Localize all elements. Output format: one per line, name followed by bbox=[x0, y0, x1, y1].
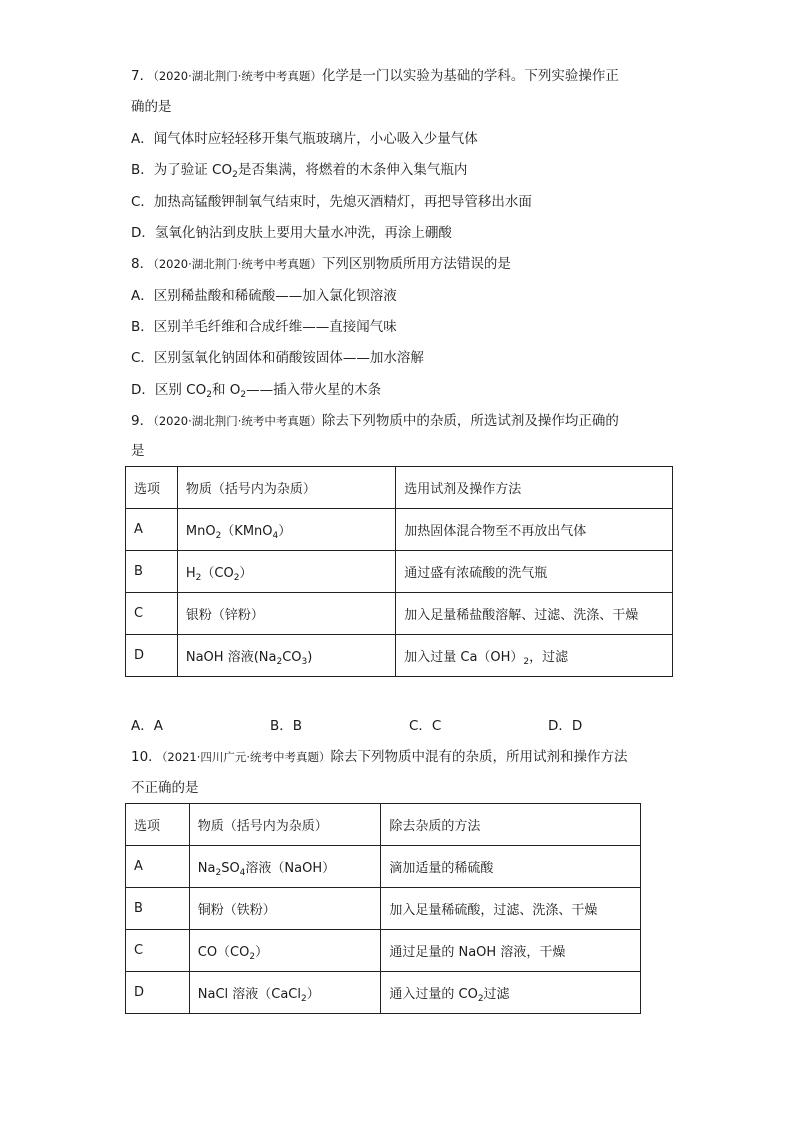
substance-cell: $CO(CO_2)$ bbox=[189, 930, 381, 972]
method-cell: 滴加适量的稀硫酸 bbox=[381, 846, 641, 888]
option-cell: B bbox=[126, 551, 178, 593]
q9-stem-text: 除去下列物质中的杂质，所选试剂及操作均正确的 bbox=[321, 413, 619, 429]
q9-choices bbox=[131, 716, 691, 736]
option-cell: B bbox=[126, 888, 190, 930]
q7-option-b: B．为了验证 $CO_2$是否集满，将燃着的木条伸入集气瓶内 bbox=[131, 162, 468, 180]
option-cell: A bbox=[126, 846, 190, 888]
q7-option-c: C．加热高锰酸钾制氧气结束时，先熄灭酒精灯，再把导管移出水面 bbox=[131, 194, 532, 210]
method-cell: 加入足量稀硫酸，过滤、洗涤、干燥 bbox=[381, 888, 641, 930]
method-cell: 通入过量的 $CO_2$过滤 bbox=[381, 972, 641, 1014]
substance-cell: 银粉（锌粉） bbox=[177, 593, 395, 635]
table-row bbox=[126, 593, 673, 635]
q10-number: 10． bbox=[131, 749, 162, 765]
method-cell: 通过足量的 NaOH 溶液，干燥 bbox=[381, 930, 641, 972]
header-cell: 选项 bbox=[126, 804, 190, 846]
q9-table bbox=[125, 466, 673, 677]
table-row bbox=[126, 635, 673, 677]
header-cell: 除去杂质的方法 bbox=[381, 804, 641, 846]
table-header-row bbox=[126, 467, 673, 509]
q9-choice-a: A．A bbox=[131, 718, 163, 734]
q7-number: 7． bbox=[131, 68, 154, 84]
option-cell: C bbox=[126, 930, 190, 972]
q7-stem-text: 化学是一门以实验为基础的学科。下列实验操作正 bbox=[321, 68, 619, 84]
q10-source: （2021·四川广元·统考中考真题） bbox=[161, 750, 331, 764]
q10-stem-line-2: 不正确的是 bbox=[131, 780, 199, 796]
q8-number: 8． bbox=[131, 256, 154, 272]
q7-source: （2020·湖北荆门·统考中考真题） bbox=[153, 69, 322, 83]
q7-stem-line-2: 确的是 bbox=[131, 99, 172, 115]
method-cell: 加入过量 $Ca(OH)_2$，过滤 bbox=[396, 635, 673, 677]
q8-option-b: B．区别羊毛纤维和合成纤维——直接闻气味 bbox=[131, 319, 397, 335]
q8-stem-text: 下列区别物质所用方法错误的是 bbox=[321, 256, 511, 272]
q9-stem-line-1 bbox=[131, 411, 619, 431]
q9-choice-d: D．D bbox=[548, 718, 583, 734]
substance-cell: $H_2(CO_2)$ bbox=[177, 551, 395, 593]
method-cell: 加热固体混合物至不再放出气体 bbox=[396, 509, 673, 551]
method-cell: 通过盛有浓硫酸的洗气瓶 bbox=[396, 551, 673, 593]
q10-table bbox=[125, 803, 641, 1014]
substance-cell: NaOH 溶液$(Na_2CO_3)$ bbox=[177, 635, 395, 677]
option-cell: A bbox=[126, 509, 178, 551]
option-cell: C bbox=[126, 593, 178, 635]
substance-cell: 铜粉（铁粉） bbox=[189, 888, 381, 930]
q8-source: （2020·湖北荆门·统考中考真题） bbox=[153, 257, 322, 271]
substance-cell: NaCl 溶液（CaCl$_2$） bbox=[189, 972, 381, 1014]
header-cell: 选用试剂及操作方法 bbox=[396, 467, 673, 509]
table-row bbox=[126, 551, 673, 593]
q7-stem-line-1 bbox=[131, 66, 619, 86]
option-cell: D bbox=[126, 972, 190, 1014]
method-cell: 加入足量稀盐酸溶解、过滤、洗涤、干燥 bbox=[396, 593, 673, 635]
table-row bbox=[126, 972, 641, 1014]
table-row bbox=[126, 509, 673, 551]
header-cell: 物质（括号内为杂质） bbox=[177, 467, 395, 509]
substance-cell: $Na_2SO_4$溶液（NaOH） bbox=[189, 846, 381, 888]
substance-cell: MnO$_2$（KMnO$_4$） bbox=[177, 509, 395, 551]
q9-source: （2020·湖北荆门·统考中考真题） bbox=[153, 414, 322, 428]
q8-stem bbox=[131, 254, 511, 274]
q9-number: 9． bbox=[131, 413, 154, 429]
q9-stem-line-2: 是 bbox=[131, 443, 145, 459]
table-row bbox=[126, 888, 641, 930]
table-row bbox=[126, 930, 641, 972]
header-cell: 选项 bbox=[126, 467, 178, 509]
option-cell: D bbox=[126, 635, 178, 677]
q7-option-a: A．闻气体时应轻轻移开集气瓶玻璃片，小心吸入少量气体 bbox=[131, 131, 478, 147]
table-row bbox=[126, 846, 641, 888]
q8-option-a: A．区别稀盐酸和稀硫酸——加入氯化钡溶液 bbox=[131, 288, 397, 304]
q8-option-d: D．区别 $CO_2$和 $O_2——$插入带火星的木条 bbox=[131, 382, 382, 400]
q7-option-d: D．氢氧化钠沾到皮肤上要用大量水冲洗，再涂上硼酸 bbox=[131, 225, 452, 241]
header-cell: 物质（括号内为杂质） bbox=[189, 804, 381, 846]
table-header-row bbox=[126, 804, 641, 846]
q10-stem-text: 除去下列物质中混有的杂质，所用试剂和操作方法 bbox=[330, 749, 628, 765]
q8-option-c: C．区别氢氧化钠固体和硝酸铵固体——加水溶解 bbox=[131, 350, 424, 366]
q10-stem-line-1 bbox=[131, 747, 628, 767]
q9-choice-b: B．B bbox=[270, 718, 303, 734]
q9-choice-c: C．C bbox=[409, 718, 442, 734]
